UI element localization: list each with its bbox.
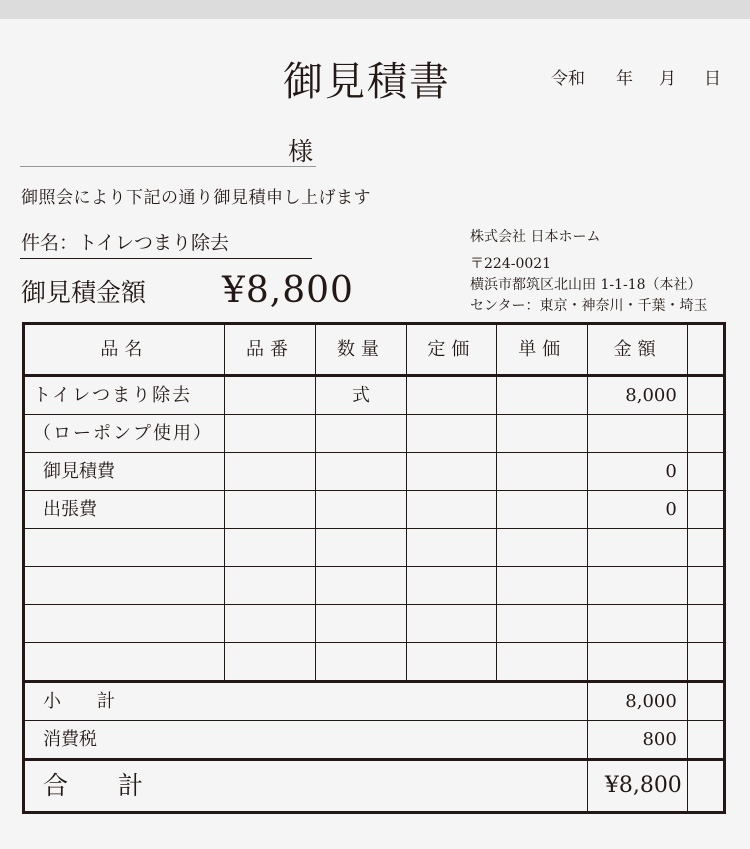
col-list-price: 定価 (406, 324, 496, 376)
cell-amount (588, 567, 687, 605)
date-month: 月 (659, 69, 676, 89)
cell-unit-price (497, 643, 588, 682)
tax-extra (687, 721, 724, 760)
cell-unit-price (497, 453, 588, 491)
cell-unit-price (497, 529, 588, 567)
table-row (24, 529, 725, 567)
cell-list-price (406, 529, 496, 567)
recipient-line (20, 166, 316, 167)
cell-item-number (224, 529, 315, 567)
col-unit-price: 単価 (497, 324, 588, 376)
cell-quantity (316, 491, 406, 529)
cell-quantity: 式 (316, 376, 406, 415)
cell-quantity (316, 567, 406, 605)
company-postal: 〒224-0021 (470, 256, 552, 272)
total-extra (687, 760, 724, 813)
cell-amount (588, 415, 687, 453)
cell-item-name (24, 567, 225, 605)
cell-extra (687, 643, 724, 682)
table-row (24, 605, 725, 643)
total-value: ¥8,800 (588, 760, 687, 813)
cell-quantity (316, 605, 406, 643)
company-address: 横浜市都筑区北山田 1-1-18（本社） (470, 277, 702, 293)
document-title: 御見積書 (283, 59, 451, 105)
cell-amount: 0 (588, 491, 687, 529)
company-centers: センター：東京・神奈川・千葉・埼玉 (470, 298, 708, 314)
cell-amount: 8,000 (588, 376, 687, 415)
cell-item-name (24, 643, 225, 682)
tax-label: 消費税 (24, 721, 588, 760)
cell-item-number (224, 491, 315, 529)
cell-list-price (406, 605, 496, 643)
cell-unit-price (497, 567, 588, 605)
cell-item-name: トイレつまり除去 (24, 376, 225, 415)
subtotal-extra (687, 682, 724, 721)
subject-line (20, 258, 312, 259)
col-extra (687, 324, 724, 376)
recipient-suffix: 様 (288, 137, 314, 166)
cell-item-number (224, 567, 315, 605)
cell-quantity (316, 453, 406, 491)
cell-quantity (316, 415, 406, 453)
table-row (24, 491, 725, 529)
cell-list-price (406, 453, 496, 491)
total-label: 合 計 (24, 760, 588, 813)
table-row (24, 643, 725, 682)
subtotal-row (24, 682, 725, 721)
cell-quantity (316, 529, 406, 567)
table-header (24, 324, 725, 376)
col-amount: 金額 (588, 324, 687, 376)
cell-extra (687, 605, 724, 643)
cell-extra (687, 567, 724, 605)
estimate-amount: ¥8,800 (222, 270, 354, 311)
cell-item-name: 出張費 (24, 491, 225, 529)
cell-extra (687, 453, 724, 491)
date-year: 年 (616, 69, 633, 89)
cell-extra (687, 376, 724, 415)
cell-unit-price (497, 376, 588, 415)
cell-amount (588, 529, 687, 567)
cell-list-price (406, 415, 496, 453)
table-row (24, 567, 725, 605)
cell-item-name: （ローポンプ使用） (24, 415, 225, 453)
col-item-number: 品番 (224, 324, 315, 376)
cell-list-price (406, 491, 496, 529)
cell-extra (687, 491, 724, 529)
cell-list-price (406, 567, 496, 605)
cell-item-number (224, 453, 315, 491)
cell-item-number (224, 376, 315, 415)
cell-item-name (24, 605, 225, 643)
subtotal-label: 小 計 (24, 682, 588, 721)
cell-unit-price (497, 491, 588, 529)
date-era: 令和 (551, 69, 585, 89)
table-row (24, 376, 725, 415)
tax-row (24, 721, 725, 760)
tax-value: 800 (588, 721, 687, 760)
table-row (24, 453, 725, 491)
subject: 件名：トイレつまり除去 (21, 232, 230, 254)
col-quantity: 数量 (316, 324, 406, 376)
intro-text: 御照会により下記の通り御見積申し上げます (21, 188, 371, 208)
subtotal-value: 8,000 (588, 682, 687, 721)
cell-item-number (224, 605, 315, 643)
col-item-name: 品名 (24, 324, 225, 376)
cell-item-name: 御見積費 (24, 453, 225, 491)
date-day: 日 (704, 69, 721, 89)
cell-amount: 0 (588, 453, 687, 491)
company-name: 株式会社 日本ホーム (470, 229, 601, 245)
cell-amount (588, 643, 687, 682)
cell-item-number (224, 643, 315, 682)
top-bar (0, 0, 750, 19)
amount-label: 御見積金額 (21, 278, 147, 307)
cell-list-price (406, 643, 496, 682)
cell-quantity (316, 643, 406, 682)
table-row (24, 415, 725, 453)
cell-unit-price (497, 415, 588, 453)
estimate-table (22, 322, 726, 814)
cell-list-price (406, 376, 496, 415)
total-row (24, 760, 725, 813)
cell-item-name (24, 529, 225, 567)
cell-item-number (224, 415, 315, 453)
cell-extra (687, 415, 724, 453)
cell-extra (687, 529, 724, 567)
cell-unit-price (497, 605, 588, 643)
cell-amount (588, 605, 687, 643)
